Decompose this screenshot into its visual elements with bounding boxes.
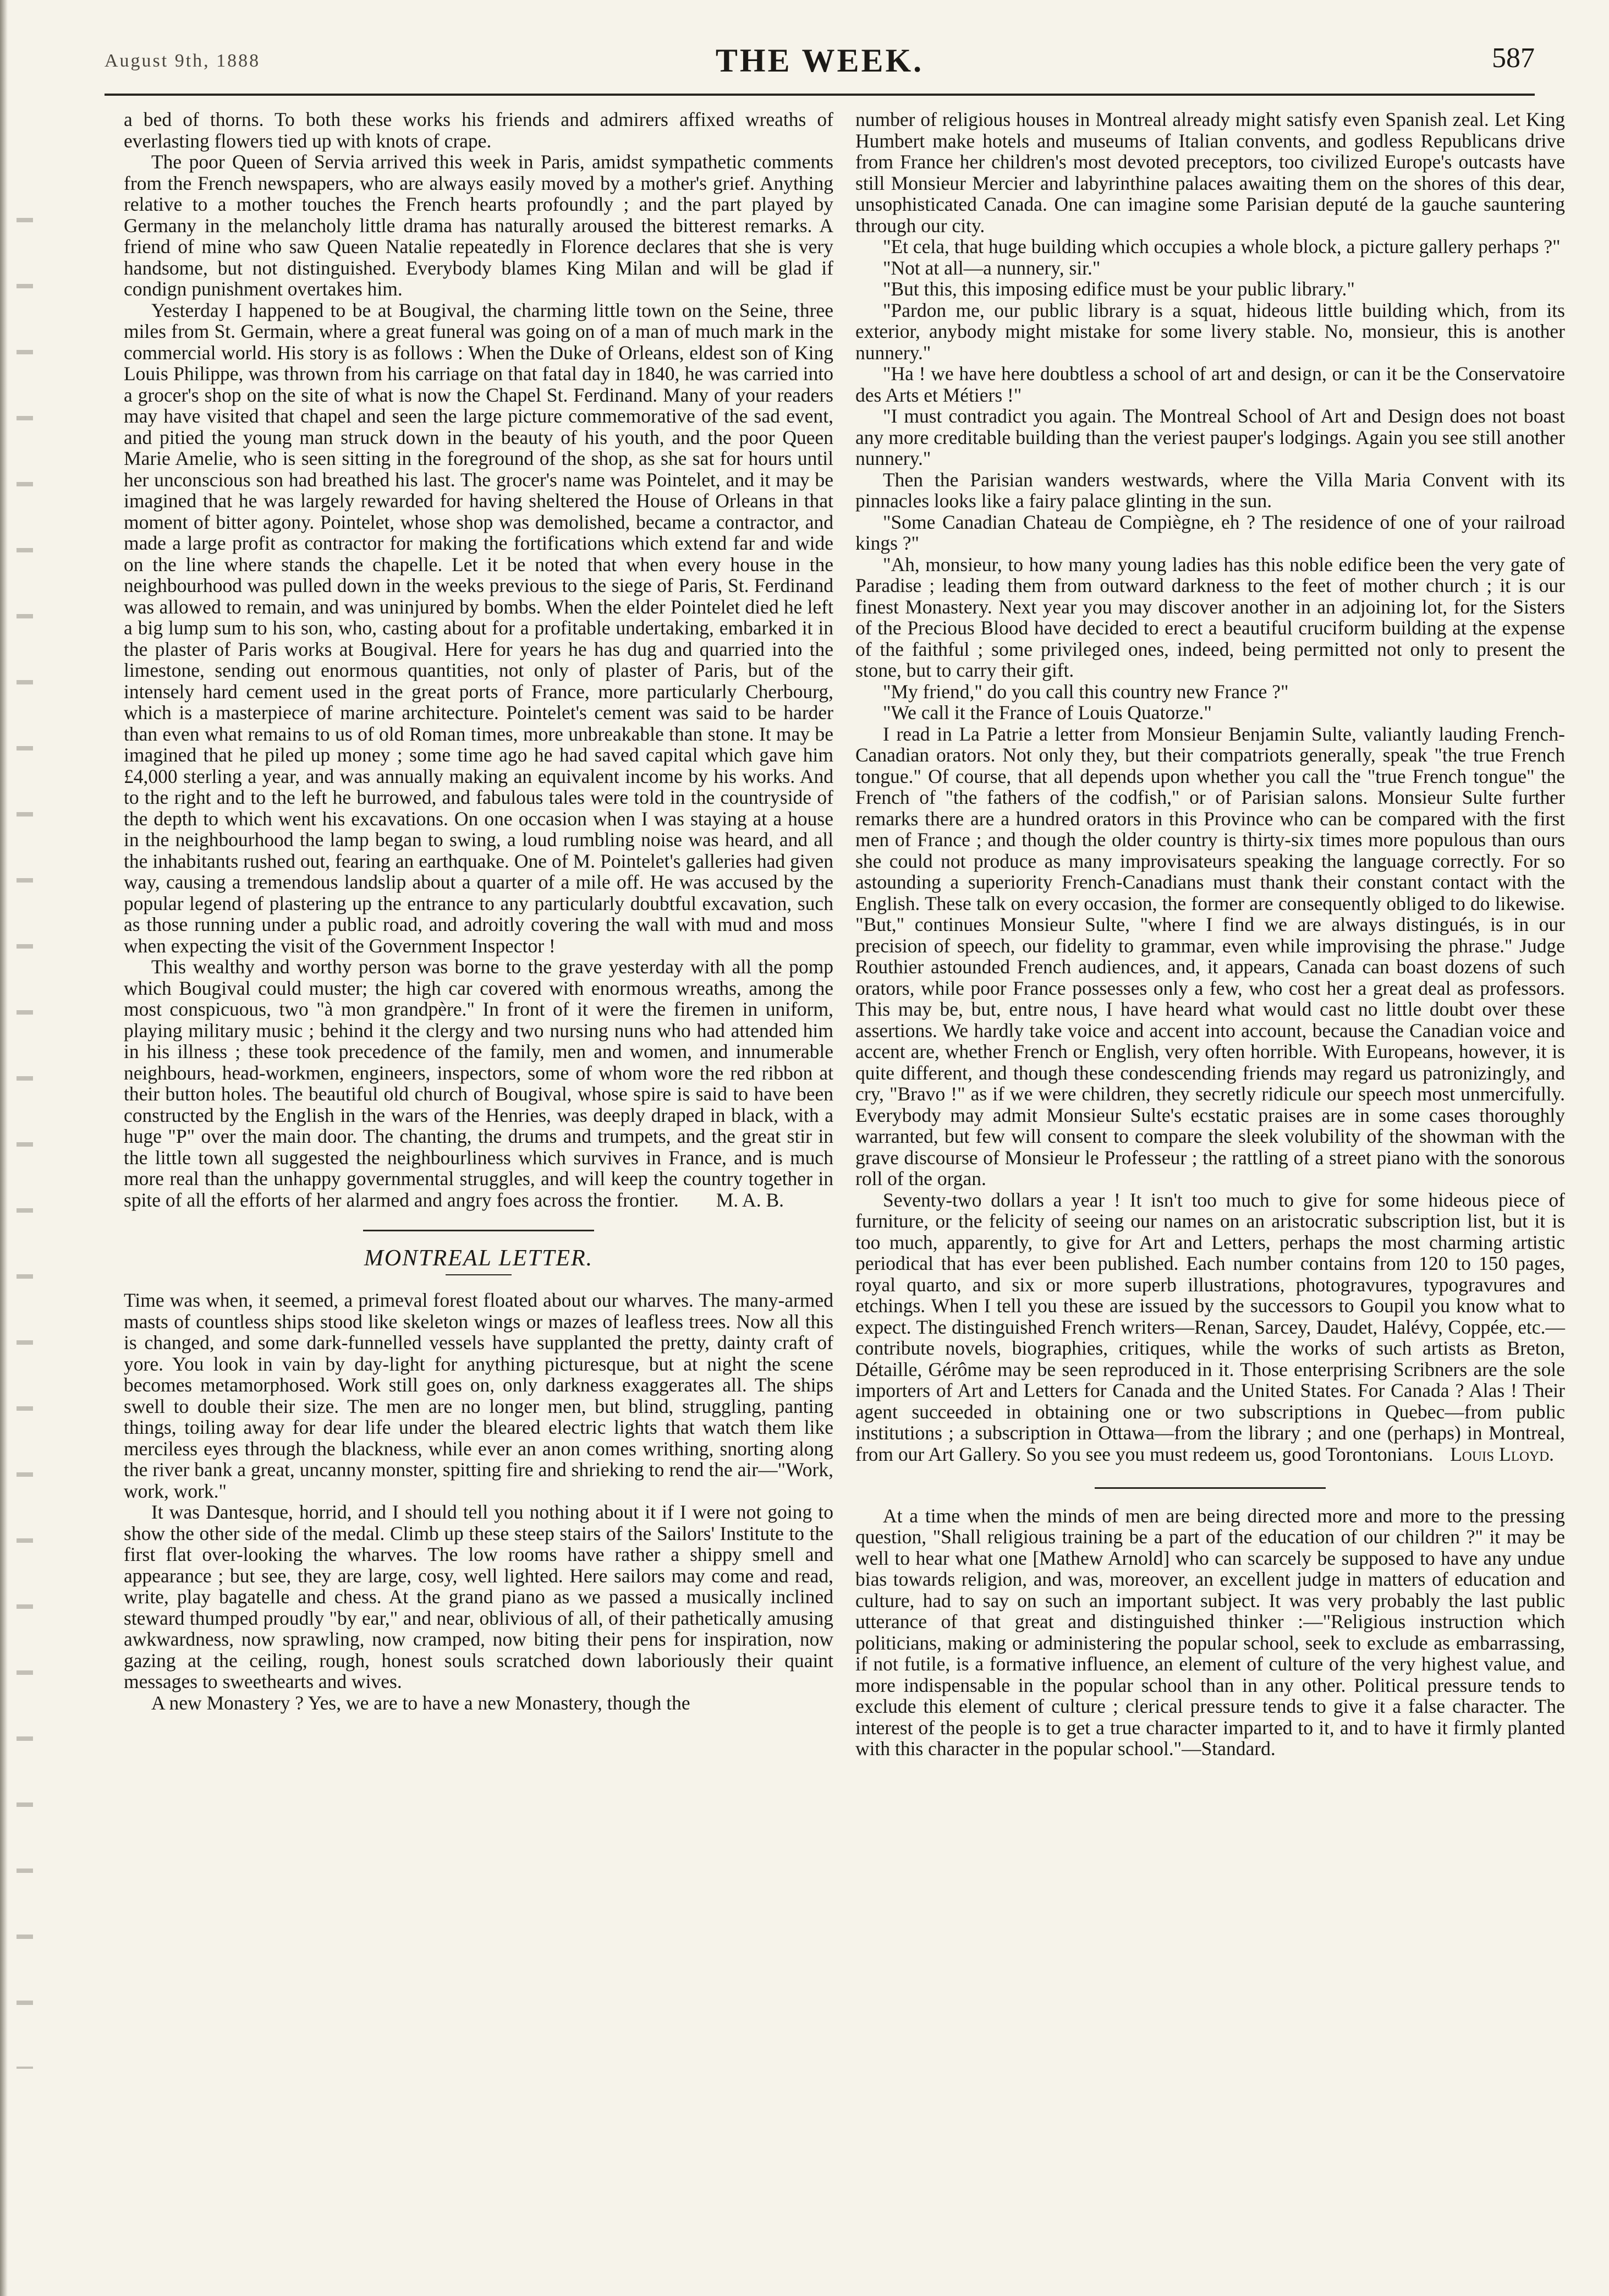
paragraph: Yesterday I happened to be at Bougival, the charming little town on the Seine, three miles from St. Germain, where a great funeral was going on of a man of much mark in the commercial world. His story is as follows : When the Duke of Orleans, eldest son of King Louis Philippe, was thrown from his carriage on that fatal day in 1840, he was carried into a grocer's shop on the site of what is now the Chapel St. Ferdinand. Many of your readers may have visited that chapel and seen the large picture commemorative of the sad event, and pitied the young man struck down in the beauty of his youth, and the poor Queen Marie Amelie, who is seen sitting in the foreground of the shop, as she sat for hours until her unconscious son had breathed his last. The grocer's name was Pointelet, and it may be imagined that he was largely rewarded for having sheltered the House of Orleans in that moment of bitter agony. Pointelet, whose shop was demolished, became a contractor, and made a large profit as contractor for making the fortifications which extend far and wide on the line where stands the chapelle. Let it be noted that when every house in the neighbourhood was pulled down in the weeks previous to the siege of Paris, St. Ferdinand was allowed to remain, and was uninjured by bombs. When the elder Pointelet died he left a big lump sum to his son, who, casting about for a profitable undertaking, embarked it in the plaster of Paris works at Bougival. Here for years he has dug and quarried into the limestone, sending out enormous quantities, not only of plaster of Paris, but of the intensely hard cement used in the great ports of France, more particularly Cherbourg, which is a masterpiece of marine architecture. Pointelet's cement was said to be harder than even what remains to us of old Roman times, more unbreakable than stone. It may be imagined that he piled up money ; some time ago he had saved capital which gave him £4,000 sterling a year, and was annually making an equivalent income by his works. And to the right and to the left he burrowed, and fabulous tales were told in the countryside of the depth to which went his excavations. On one occasion when I was staying at a house in the neighbourhood the lamp began to swing, a loud rumbling noise was heard, and all the inhabitants rushed out, fearing an earthquake. One of M. Pointelet's galleries had given way, causing a tremendous landslip about a quarter of a mile off. He was accused by the popular legend of plastering up the entrance to any particularly doubtful excavation, such as those running under a public road, and adroitly covering the wall with mud and moss when expecting the visit of the Government Inspector ! (124, 299, 833, 957)
paragraph: number of religious houses in Montreal already might satisfy even Spanish zeal. Let King Humbert make hotels and museums of Italian convents, and godless Republicans drive from France her children's most devoted preceptors, too civilized Europe's outcasts have still Monsieur Mercier and labyrinthine palaces awaiting them on the shores of this dear, unsophisticated Canada. One can imagine some Parisian deputé de la gauche sauntering through our city. (855, 108, 1565, 237)
paragraph: It was Dantesque, horrid, and I should tell you nothing about it if I were not going to show the other side of the medal. Climb up these steep stairs of the Sailors' Institute to the first flat over-looking the wharves. The low rooms have rather a shippy smell and appearance ; but see, they are large, cosy, well lighted. Here sailors may come and read, write, play bagatelle and chess. At the grand piano as we passed a musically inclined steward thumped proudly "by ear," and near, oblivious of all, of their pathetically amusing awkwardness, now sprawling, now cramped, now biting their pens for inspiration, now gazing at the ceiling, rough, honest souls scratched down laboriously their quaint messages to sweethearts and wives. (124, 1501, 833, 1692)
signature: M. A. B. (716, 1189, 784, 1211)
paragraph: "Pardon me, our public library is a squat, hideous little building which, from its exterior, anybody might mistake for some livery stable. No, monsieur, this is another nunnery." (855, 299, 1565, 364)
paragraph: "My friend," do you call this country new France ?" (883, 680, 1289, 703)
section-divider (363, 1230, 594, 1231)
masthead: THE WEEK. (715, 42, 924, 79)
paragraph: This wealthy and worthy person was borne to the grave yesterday with all the pomp which Bougival could muster; the high car covered with enormous wreaths, among the most conspicuous, two "à mon grandpère." In front of it were the firemen in uniform, playing military music ; behind it the clergy and two nursing nuns who had attended him in his illness ; these took precedence of the family, men and women, and innumerable neighbours, head-workmen, engineers, inspectors, some of whom wore the red ribbon at their button holes. The beautiful old church of Bougival, whose spire is said to have been constructed by the English in the wars of the Henries, was deeply draped in black, with a huge "P" over the main door. The chanting, the drums and trumpets, and the great stir in the little town all suggested the neighbourliness which survives in France, and is much more real than the unhappy governmental struggles, and will keep the country together in spite of all the efforts of her alarmed and angry foes across the frontier. (124, 956, 833, 1211)
paragraph: A new Monastery ? Yes, we are to have a new Monastery, though the (151, 1691, 690, 1714)
paragraph: Seventy-two dollars a year ! It isn't too much to give for some hideous piece of furniture, or the felicity of seeing our names on an aristocratic subscription list, but it is too much, apparently, to give for Art and Letters, perhaps the most charming artistic periodical that has ever been published. Each number contains from 120 to 150 pages, royal quarto, and six or more superb illustrations, photogravures, typogravures and etchings. When I tell you these are issued by the successors to Goupil you know what to expect. The distinguished French writers—Renan, Sarcey, Daudet, Halévy, Coppée, etc.—contribute novels, biographies, critiques, while the works of such artists as Breton, Détaille, Gérôme may be seen reproduced in it. Those enterprising Scribners are the sole importers of Art and Letters for Canada and the United States. For Canada ? Alas ! Their agent succeeded in obtaining one or two subscriptions in Quebec—from public institutions ; a subscription in Ottawa—from the library ; and one (perhaps) in Montreal, from our Art Gallery. So you see you must redeem us, good Torontonians. (855, 1188, 1565, 1465)
paragraph: At a time when the minds of men are being directed more and more to the pressing question, "Shall religious training be a part of the education of our children ?" it may be well to hear what one [Mathew Arnold] who can scarcely be supposed to have any undue bias towards religion, and was, moreover, an excellent judge in matters of education and culture, had to say on such an important subject. It was very probably the last public utterance of that great and distinguished thinker :—"Religious instruction which politicians, making or administering the popular school, seek to exclude as embarrassing, if not futile, is a formative influence, an element of culture of the very highest value, and more indispensable in the popular school than in any other. Political pressure tends to exclude this element of culture ; clerical pressure tends to give it a false character. The interest of the people is to get a true character imparted to it, and to have it firmly planted with this character in the popular school."—Standard. (855, 1504, 1565, 1760)
paragraph: "Some Canadian Chateau de Compiègne, eh ? The residence of one of your railroad kings ?" (855, 511, 1565, 554)
paragraph: "Ha ! we have here doubtless a school of art and design, or can it be the Conservatoire des Arts et Métiers !" (855, 363, 1565, 406)
paragraph: "I must contradict you again. The Montreal School of Art and Design does not boast any more creditable building than the veriest pauper's lodgings. Again you see still another nunnery." (855, 405, 1565, 469)
paragraph: "But this, this imposing edifice must be your public library." (883, 278, 1355, 300)
page-header (105, 39, 1535, 88)
title-underline (446, 1274, 512, 1275)
page-edge-shadow (0, 0, 8, 2296)
section-title: MONTREAL LETTER. (364, 1245, 594, 1271)
issue-date: August 9th, 1888 (105, 51, 261, 71)
paragraph: Time was when, it seemed, a primeval forest floated about our wharves. The many-armed masts of countless ships stood like skeleton wings or mazes of leafless trees. Now all this is changed, and some dark-funnelled vessels have supplanted the pretty, dainty craft of yore. You look in vain by day-light for anything picturesque, but at night the scene becomes metamorphosed. Work still goes on, only darkness exaggerates all. The ships swell to double their size. The men are no longer men, but blind, struggling, panting things, toiling away for dear life under the bleared electric lights that watch them like merciless eyes through the blackness, while ever an anon comes writhing, snorting along the river bank a great, uncanny monster, spitting fire and shrieking to rend the air—"Work, work, work." (124, 1289, 833, 1502)
header-rule (105, 94, 1535, 96)
paragraph: The poor Queen of Servia arrived this week in Paris, amidst sympathetic comments from the French newspapers, who are always easily moved by a mother's grief. Anything relative to a mother touches the French hearts profoundly ; and the part played by Germany in the melancholy little drama has naturally aroused the bitterest remarks. A friend of mine who saw Queen Natalie repeatedly in Florence declares that she is very handsome, but not distinguished. Everybody blames King Milan and will be glad if condign punishment overtakes him. (124, 151, 833, 300)
page-number: 587 (1492, 42, 1535, 74)
paragraph: I read in La Patrie a letter from Monsieur Benjamin Sulte, valiantly lauding French-Canadian orators. Not only they, but their compatriots generally, speak "the true French tongue." Of course, that all depends upon whether you call the "true French tongue" the French of "the fathers of the codfish," or of Parisian salons. Monsieur Sulte further remarks there are a hundred orators in this Province who can be compared with the first men of France ; and though the older country is thirty-six times more populous than ours she could not produce as many improvisateurs speaking the language correctly. For so astounding a superiority French-Canadians must thank their constant contact with the English. These talk on every occasion, the former are consequently obliged to do likewise. "But," continues Monsieur Sulte, "where I find we are always distingués, is in our precision of speech, our fidelity to grammar, even while improvising the phrase." Judge Routhier astounded French audiences, and, it appears, Canada can boast dozens of such orators, while poor France possesses only a few, who cost her a great deal as professors. This may be, but, entre nous, I have heard what would cast no little doubt over these assertions. We hardly take voice and accent into account, because the Canadian voice and accent are, whether French or English, very often horrible. With Europeans, however, it is quite different, and though these condescending friends may regard us patronizingly, and cry, "Bravo !" as if we were children, they secretly ridicule our speech most unmercifully. Everybody may admit Monsieur Sulte's ecstatic praises are in some cases thoroughly warranted, but few will consent to compare the sleek volubility of the showman with the grave discourse of Monsieur le Professeur ; the rattling of a street piano with the sonorous roll of the organ. (855, 722, 1565, 1190)
paragraph: Then the Parisian wanders westwards, where the Villa Maria Convent with its pinnacles looks like a fairy palace glinting in the sun. (855, 468, 1565, 512)
right-column (855, 109, 1565, 1760)
paragraph: "Not at all—a nunnery, sir." (883, 256, 1101, 279)
gutter-bleed-marks (17, 198, 33, 2069)
paragraph: "Ah, monsieur, to how many young ladies has this noble edifice been the very gate of Paradise ; leading them from outward darkness to the feet of mother church ; it is our finest Monastery. Next year you may discover another in an adjoining lot, for the Sisters of the Precious Blood have decided to erect a beautiful cruciform building at the expense of the faithful ; some privileged ones, indeed, being permitted not only to present the stone, but to carry their gift. (855, 553, 1565, 681)
paragraph: "We call it the France of Louis Quatorze." (883, 702, 1212, 724)
paragraph: a bed of thorns. To both these works his friends and admirers affixed wreaths of everlasting flowers tied up with knots of crape. (124, 108, 833, 152)
section-divider (1095, 1487, 1326, 1489)
signature: Louis Lloyd. (1450, 1443, 1554, 1465)
left-column (124, 109, 833, 1713)
paragraph: "Et cela, that huge building which occupies a whole block, a picture gallery perhaps ?" (883, 235, 1561, 257)
